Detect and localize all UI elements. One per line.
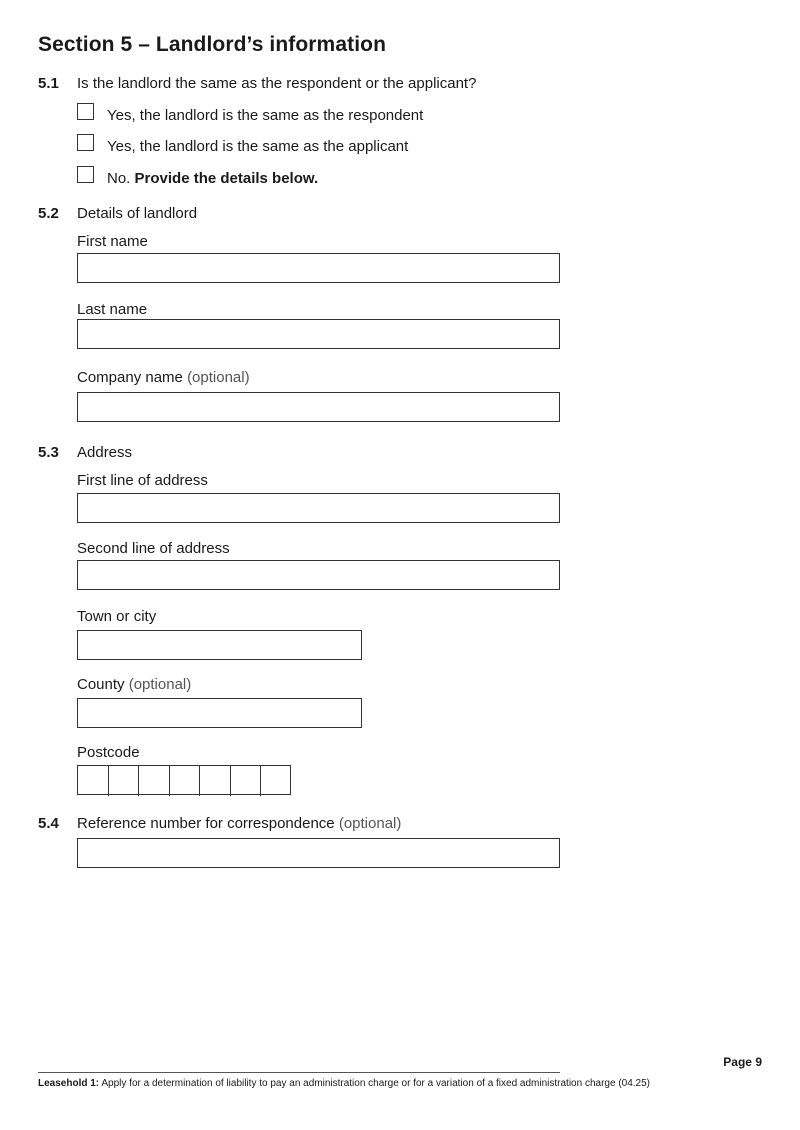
applicant-checkbox[interactable] bbox=[77, 134, 94, 151]
county-input[interactable] bbox=[77, 698, 362, 728]
county-label bbox=[77, 676, 191, 693]
question-text-5-3: Address bbox=[77, 444, 133, 461]
question-number-5-2: 5.2 bbox=[38, 205, 59, 222]
postcode-cell-divider bbox=[138, 766, 169, 796]
question-number-5-4: 5.4 bbox=[38, 815, 59, 832]
no-checkbox-label-prefix: No. bbox=[107, 170, 131, 187]
postcode-label: Postcode bbox=[77, 744, 140, 761]
footer-description: Apply for a determination of liability to pay an administration charge or for a variation of a fixed administration charge (04.25) bbox=[101, 1078, 650, 1089]
address-line2-label: Second line of address bbox=[77, 540, 230, 557]
reference-number-input[interactable] bbox=[77, 838, 560, 868]
question-number-5-1: 5.1 bbox=[38, 75, 59, 92]
last-name-input[interactable] bbox=[77, 319, 560, 349]
optional-hint: (optional) bbox=[187, 369, 250, 386]
footer-text bbox=[38, 1078, 650, 1089]
address-line1-input[interactable] bbox=[77, 493, 560, 523]
optional-hint: (optional) bbox=[128, 676, 192, 693]
address-line1-label: First line of address bbox=[77, 472, 208, 489]
postcode-cell-divider bbox=[169, 766, 200, 796]
town-label: Town or city bbox=[77, 608, 157, 625]
company-name-label bbox=[77, 369, 250, 386]
company-name-label-text: Company name bbox=[77, 369, 183, 386]
page-number: Page 9 bbox=[723, 1055, 762, 1069]
last-name-label: Last name bbox=[77, 301, 148, 318]
first-name-input[interactable] bbox=[77, 253, 560, 283]
respondent-checkbox[interactable] bbox=[77, 103, 94, 120]
applicant-checkbox-label: Yes, the landlord is the same as the applicant bbox=[107, 138, 409, 155]
postcode-cell-divider bbox=[260, 766, 291, 796]
question-text-5-2: Details of landlord bbox=[77, 205, 198, 222]
no-checkbox-label-bold: Provide the details below. bbox=[134, 170, 319, 187]
town-input[interactable] bbox=[77, 630, 362, 660]
first-name-label: First name bbox=[77, 233, 148, 250]
postcode-cell-divider bbox=[108, 766, 139, 796]
respondent-checkbox-label: Yes, the landlord is the same as the respondent bbox=[107, 107, 424, 124]
question-text-5-4 bbox=[77, 815, 401, 832]
footer-form-name: Leasehold 1: bbox=[38, 1078, 100, 1089]
question-number-5-3: 5.3 bbox=[38, 444, 59, 461]
company-name-input[interactable] bbox=[77, 392, 560, 422]
footer-divider bbox=[38, 1072, 560, 1073]
postcode-cell-divider bbox=[230, 766, 261, 796]
county-label-text: County bbox=[77, 676, 125, 693]
question-text-5-4-main: Reference number for correspondence bbox=[77, 815, 335, 832]
address-line2-input[interactable] bbox=[77, 560, 560, 590]
postcode-input[interactable] bbox=[77, 765, 291, 795]
question-text-5-1: Is the landlord the same as the respondent or the applicant? bbox=[77, 75, 477, 92]
no-checkbox[interactable] bbox=[77, 166, 94, 183]
optional-hint: (optional) bbox=[338, 815, 402, 832]
no-checkbox-label bbox=[107, 170, 318, 187]
postcode-cell-divider bbox=[199, 766, 230, 796]
section-title: Section 5 – Landlord’s information bbox=[38, 33, 386, 56]
